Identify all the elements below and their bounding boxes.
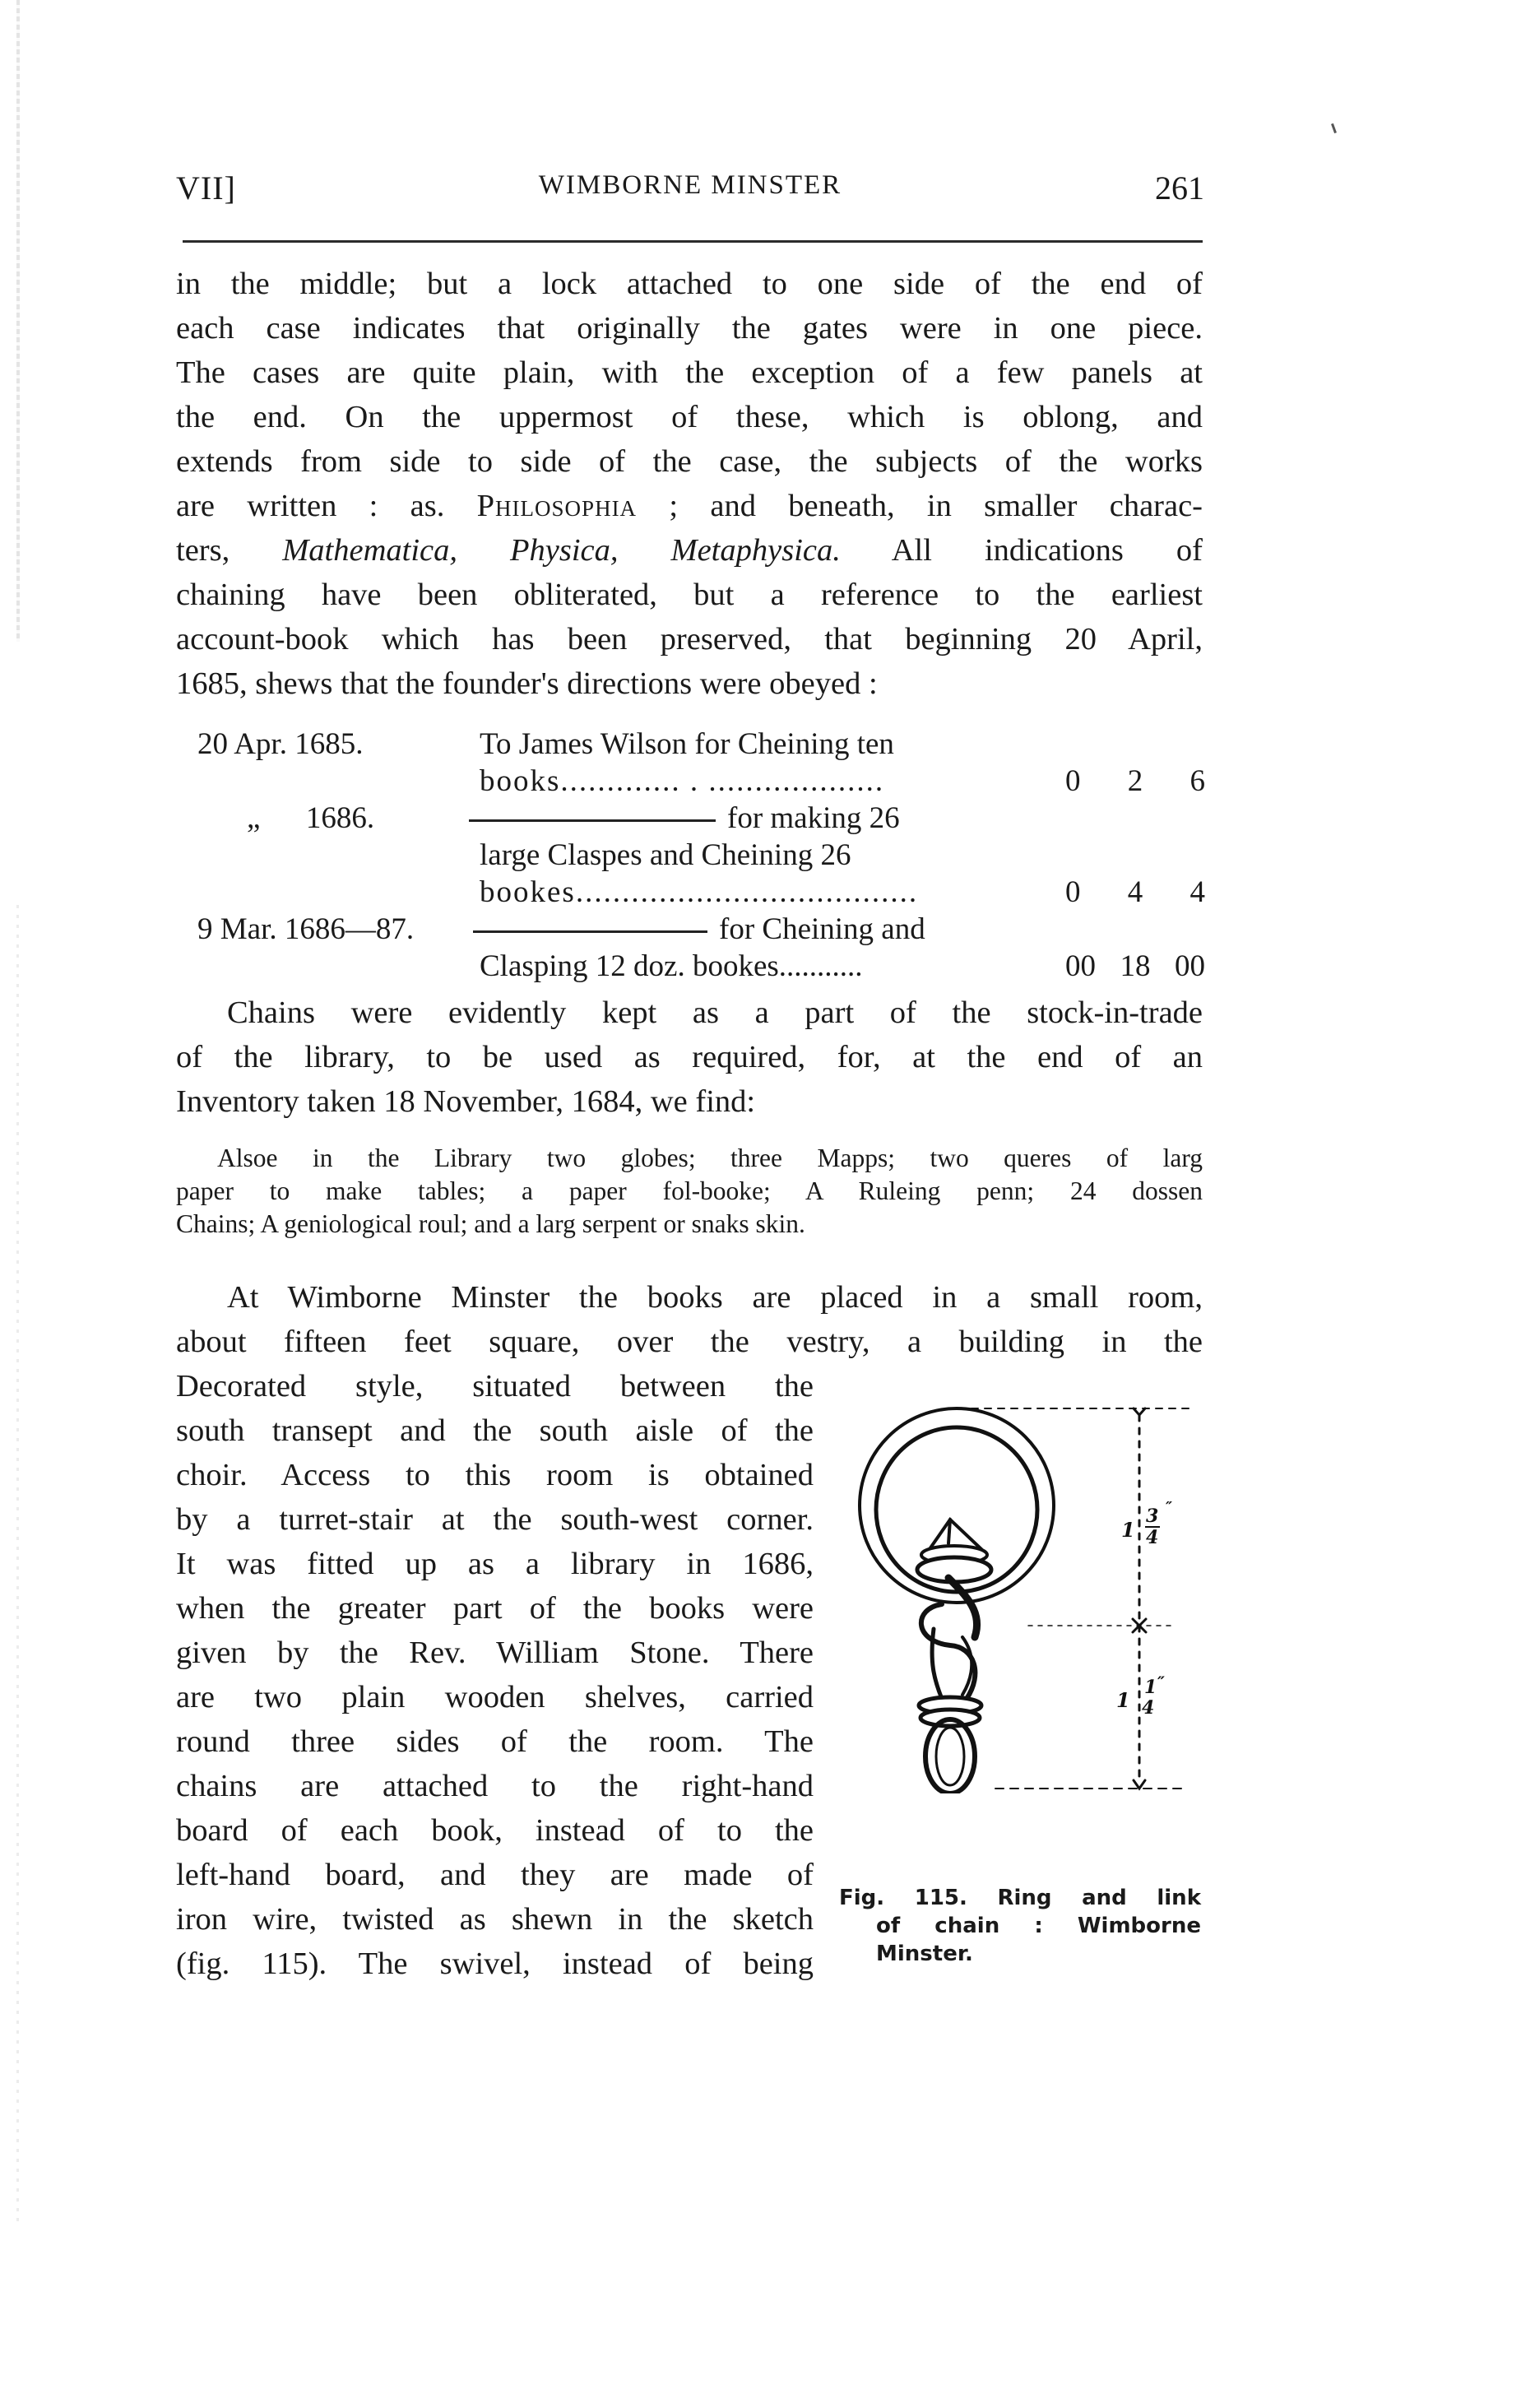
account-row (197, 911, 1205, 948)
chain-ring-figure (851, 1390, 1197, 1793)
amount-pounds: 0 (1065, 764, 1081, 798)
entry-amount (1065, 948, 1205, 985)
entry-amount (1065, 763, 1205, 800)
account-row (197, 763, 1205, 800)
entry-description: To James Wilson for Cheining ten (480, 727, 894, 761)
amount-shillings: 18 (1120, 949, 1151, 983)
text-line: choir. Access to this room is obtained (176, 1458, 814, 1492)
amount-pence: 4 (1189, 875, 1205, 909)
text-line: The cases are quite plain, with the exception of a few panels at (176, 355, 1203, 390)
text-line (176, 528, 1203, 573)
running-header (176, 169, 1204, 218)
text-line: round three sides of the room. The (176, 1724, 814, 1759)
text-line: are two plain wooden shelves, carried (176, 1680, 814, 1714)
scan-edge-artifact (16, 0, 20, 642)
text-span: for Cheining and (719, 912, 925, 946)
paragraph-wimborne-narrow (176, 1364, 814, 1986)
entry-description: books............. . ................... (480, 764, 885, 798)
text-line: each case indicates that originally the gates were in one piece. (176, 311, 1203, 346)
entry-amount (1065, 874, 1205, 911)
page-number: 261 (1155, 169, 1204, 206)
text-line: south transept and the south aisle of the (176, 1413, 814, 1448)
text-span: are written : as. (176, 489, 477, 523)
quote-line: Chains; A geniological roul; and a larg serpent or snaks skin. (176, 1209, 805, 1238)
paragraph-cases (176, 262, 1203, 706)
text-line: iron wire, twisted as shewn in the sketch (176, 1902, 814, 1937)
text-span: All indications of (840, 533, 1203, 568)
text-span: for making 26 (727, 801, 900, 835)
header-rule (183, 240, 1203, 243)
text-line: given by the Rev. William Stone. There (176, 1635, 814, 1670)
running-title: WIMBORNE MINSTER (538, 170, 842, 200)
text-line: Chains were evidently kept as a part of the stock-in-trade (227, 995, 1203, 1030)
entry-description (469, 800, 1193, 837)
account-row (197, 800, 1205, 837)
scan-speck (1331, 123, 1337, 133)
text-span: ; and beneath, in smaller charac- (637, 489, 1203, 523)
svg-text:″: ″ (1166, 1499, 1173, 1516)
text-line: It was fitted up as a library in 1686, (176, 1547, 814, 1581)
caption-line: of chain : Wimborne (876, 1914, 1201, 1938)
entry-description: bookes..................................... (480, 875, 919, 909)
chapter-number: VII] (176, 169, 236, 206)
amount-shillings: 2 (1127, 764, 1143, 798)
entry-description (473, 911, 1197, 948)
entry-date: 9 Mar. 1686—87. (197, 912, 415, 946)
text-span: ters, (176, 533, 283, 568)
scan-edge-artifact (16, 905, 19, 2221)
entry-date: 20 Apr. 1685. (197, 727, 364, 761)
text-line: Decorated style, situated between the (176, 1369, 814, 1404)
text-line: account-book which has been preserved, that beginning 20 April, (176, 622, 1203, 657)
amount-pounds: 00 (1065, 949, 1096, 983)
ring-and-link-illustration (851, 1390, 1197, 1793)
account-row (197, 948, 1205, 985)
account-entries (197, 726, 1205, 985)
dimension-numerator: 3 (1146, 1506, 1159, 1527)
text-line: At Wimborne Minster the books are placed in a small room, (227, 1280, 1203, 1315)
ditto-dash (473, 930, 707, 933)
dimension-whole: 1 (1121, 1518, 1135, 1542)
text-line: chaining have been obliterated, but a reference to the earliest (176, 578, 1203, 612)
text-line: by a turret-stair at the south-west corner. (176, 1502, 814, 1537)
text-line: when the greater part of the books were (176, 1591, 814, 1626)
italic-terms: Mathematica, Physica, Metaphysica. (282, 533, 841, 568)
text-line: about fifteen feet square, over the vestry, a building in the (176, 1325, 1203, 1359)
text-line: chains are attached to the right-hand (176, 1769, 814, 1803)
inventory-quote (176, 1142, 1203, 1241)
quote-line: paper to make tables; a paper fol-booke; A Ruleing penn; 24 dossen (176, 1176, 1203, 1205)
svg-text:″: ″ (1157, 1673, 1165, 1692)
text-line (176, 484, 1203, 528)
smallcaps-term: Philosophia (476, 489, 638, 523)
account-row (197, 726, 1205, 763)
text-line: the end. On the uppermost of these, which is oblong, and (176, 400, 1203, 434)
ditto-dash (469, 819, 716, 822)
caption-line: Minster. (876, 1942, 973, 1966)
text-line: board of each book, instead of to the (176, 1813, 814, 1848)
entry-date: „ 1686. (247, 801, 375, 835)
text-line: in the middle; but a lock attached to one side of the end of (176, 267, 1203, 301)
caption-line: Fig. 115. Ring and link (839, 1886, 1201, 1910)
paragraph-chains (176, 991, 1203, 1124)
dimension-denominator: 4 (1146, 1527, 1159, 1548)
paragraph-wimborne (176, 1275, 1203, 1364)
figure-caption (839, 1884, 1201, 1968)
amount-pounds: 0 (1065, 875, 1081, 909)
amount-pence: 00 (1175, 949, 1205, 983)
dimension-denominator: 4 (1142, 1697, 1155, 1719)
text-line: extends from side to side of the case, the subjects of the works (176, 444, 1203, 479)
text-line: Inventory taken 18 November, 1684, we find: (176, 1084, 756, 1119)
text-line: of the library, to be used as required, for, at the end of an (176, 1040, 1203, 1074)
amount-pence: 6 (1189, 764, 1205, 798)
dimension-whole: 1 (1116, 1688, 1130, 1712)
text-line: left-hand board, and they are made of (176, 1858, 814, 1892)
quote-line: Alsoe in the Library two globes; three Mapps; two queres of larg (217, 1144, 1203, 1172)
account-row (197, 874, 1205, 911)
text-line: 1685, shews that the founder's directions were obeyed : (176, 666, 878, 701)
entry-description: Clasping 12 doz. bookes........... (480, 949, 863, 983)
account-row (197, 837, 1205, 874)
dimension-numerator: 1 (1144, 1677, 1157, 1698)
amount-shillings: 4 (1127, 875, 1143, 909)
text-line: (fig. 115). The swivel, instead of being (176, 1946, 814, 1981)
entry-description: large Claspes and Cheining 26 (480, 838, 851, 872)
